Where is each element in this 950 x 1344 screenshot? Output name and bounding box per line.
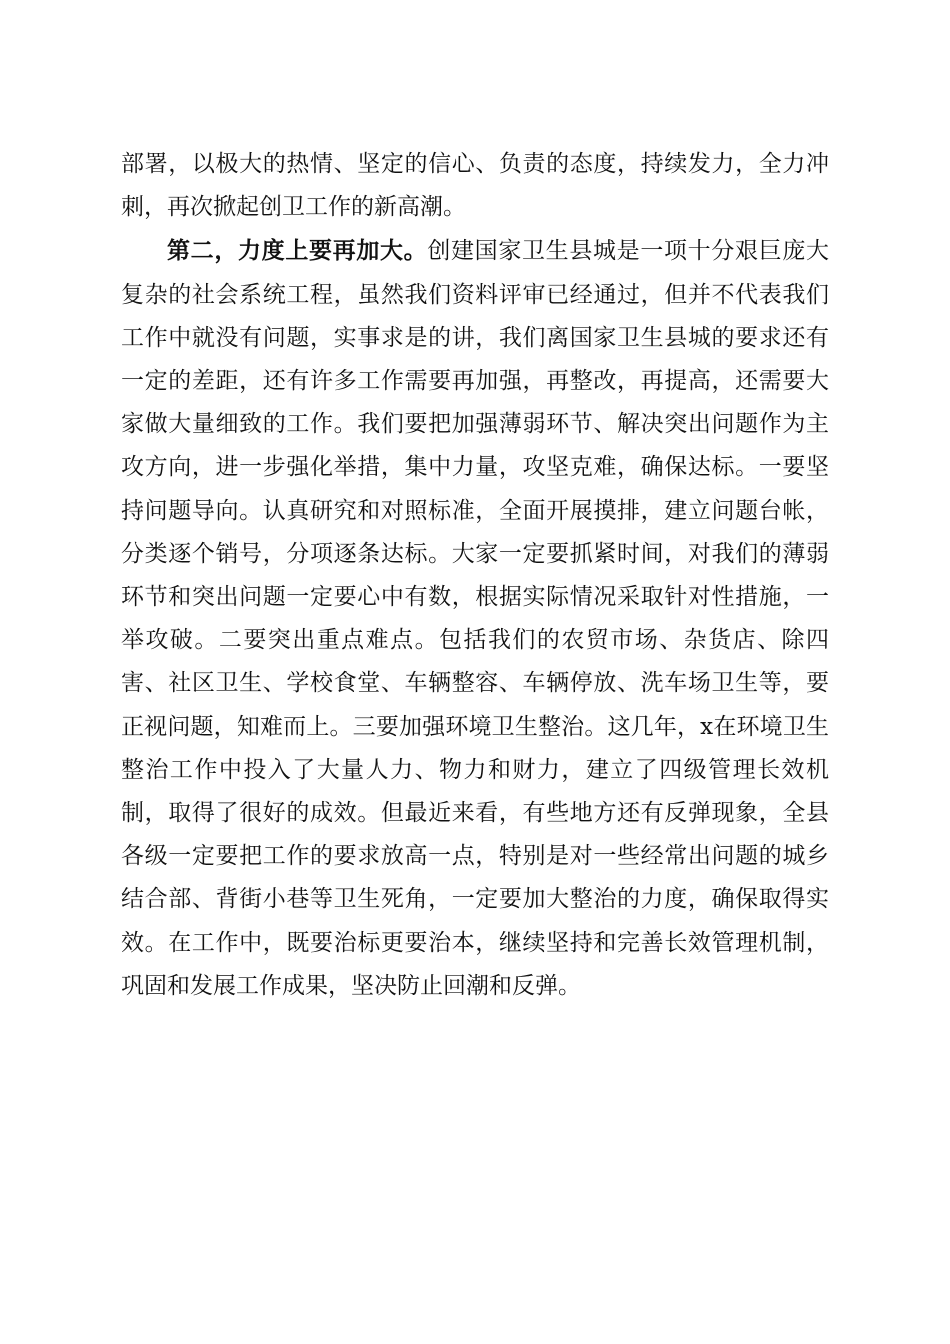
paragraph-second-point: [121, 229, 829, 1008]
document-body: [121, 143, 829, 1008]
paragraph-continuation: 部署，以极大的热情、坚定的信心、负责的态度，持续发力，全力冲刺，再次掀起创卫工作的新高潮。: [121, 151, 829, 221]
section-heading: 第二，力度上要再加大。: [167, 237, 428, 265]
paragraph-body: 创建国家卫生县城是一项十分艰巨庞大复杂的社会系统工程，虽然我们资料评审已经通过，但并不代表我们工作中就没有问题，实事求是的讲，我们离国家卫生县城的要求还有一定的差距，还有许多工作需要再加强，再整改，再提高，还需要大家做大量细致的工作。我们要把加强薄弱环节、解决突出问题作为主攻方向，进一步强化举措，集中力量，攻坚克难，确保达标。一要坚持问题导向。认真研究和对照标准，全面开展摸排，建立问题台帐，分类逐个销号，分项逐条达标。大家一定要抓紧时间，对我们的薄弱环节和突出问题一定要心中有数，根据实际情况采取针对性措施，一举攻破。二要突出重点难点。包括我们的农贸市场、杂货店、除四害、社区卫生、学校食堂、车辆整容、车辆停放、洗车场卫生等，要正视问题，知难而上。三要加强环境卫生整治。这几年，x在环境卫生整治工作中投入了大量人力、物力和财力，建立了四级管理长效机制，取得了很好的成效。但最近来看，有些地方还有反弹现象，全县各级一定要把工作的要求放高一点，特别是对一些经常出问题的城乡结合部、背街小巷等卫生死角，一定要加大整治的力度，确保取得实效。在工作中，既要治标更要治本，继续坚持和完善长效管理机制，巩固和发展工作成果，坚决防止回潮和反弹。: [121, 238, 830, 999]
